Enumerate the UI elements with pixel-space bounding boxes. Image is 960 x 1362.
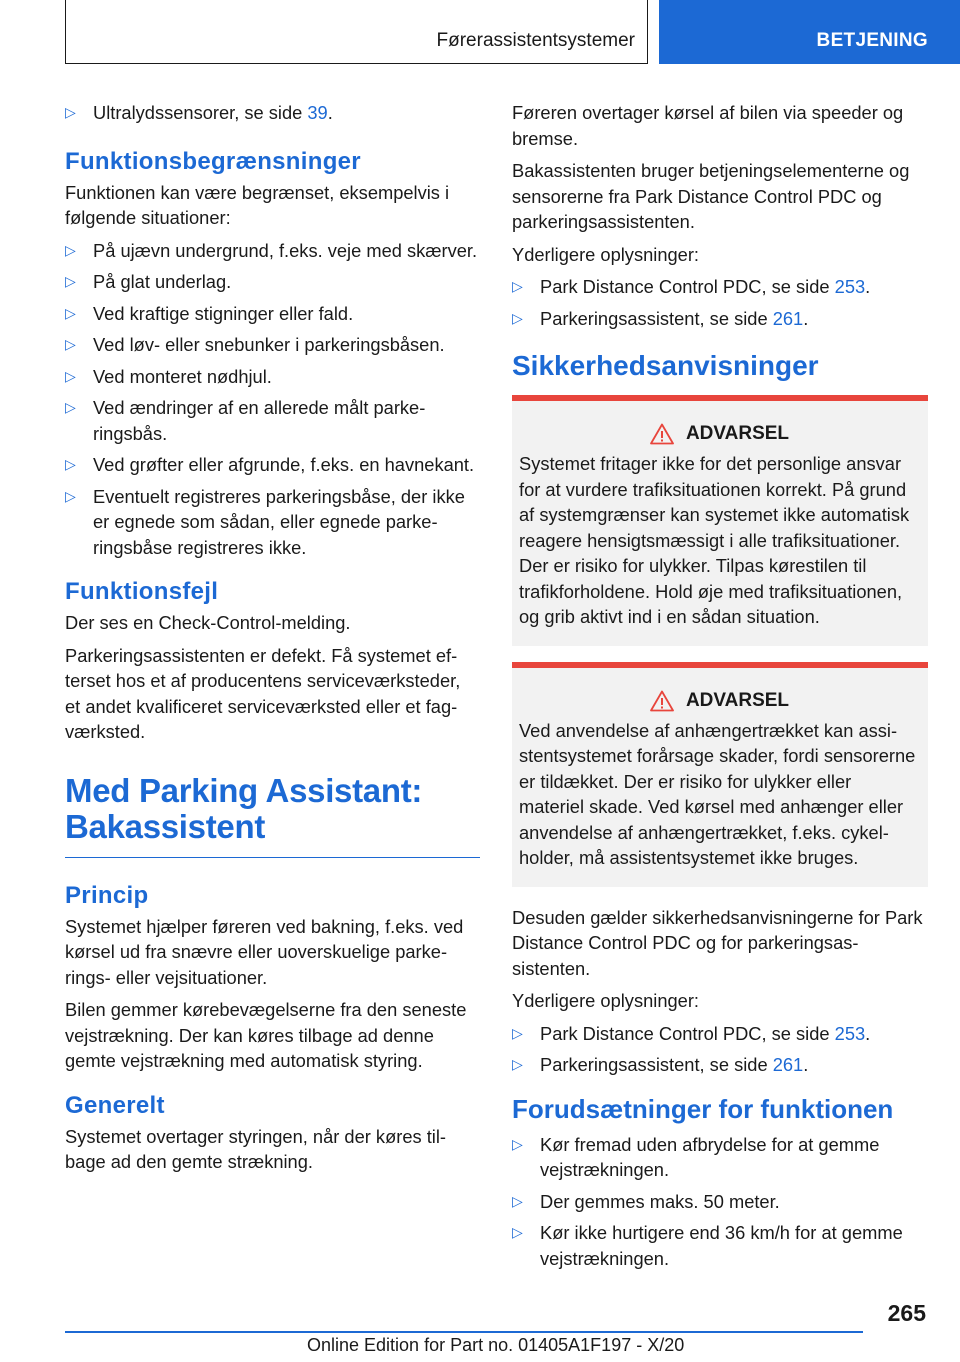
- warning-box: [512, 395, 928, 646]
- page-link[interactable]: 39: [307, 102, 328, 123]
- triangle-bullet-icon: ▷: [65, 104, 76, 120]
- list-item: ▷ På glat underlag.: [65, 269, 480, 295]
- triangle-bullet-icon: ▷: [512, 1224, 523, 1240]
- paragraph: Systemet overtager styringen, når der køres tilbage ad den gemte strækning.: [65, 1125, 447, 1172]
- header-chapter-tab[interactable]: [659, 0, 960, 64]
- page-link[interactable]: 253: [834, 276, 866, 297]
- list-item: ▷ Parkeringsassistent, se side 261.: [512, 1052, 928, 1078]
- heading-limitations: Funktionsbegrænsninger: [65, 147, 361, 175]
- header-section-title: Førerassistentsystemer: [436, 30, 635, 51]
- list-item: ▷ Parkeringsassistent, se side 261.: [512, 306, 928, 332]
- references-list: [512, 274, 928, 331]
- triangle-bullet-icon: ▷: [65, 487, 76, 504]
- paragraph: Der ses en Check-Control-melding.: [65, 612, 351, 633]
- heading-fault: Funktionsfejl: [65, 578, 219, 605]
- triangle-bullet-icon: ▷: [65, 336, 76, 352]
- paragraph: Desuden gælder sikkerhedsanvisningerne for Park Distance Control PDC og for parkeringsassistenten.: [512, 906, 923, 979]
- list-item: ▷ Ved grøfter eller afgrunde, f.eks. en havnekant.: [65, 452, 480, 478]
- list-item: ▷ Kør fremad uden afbrydelse for at gemme vejstrækningen.: [512, 1133, 880, 1180]
- limitations-list: [65, 238, 480, 561]
- list-item: ▷ Park Distance Control PDC, se side 253.: [512, 274, 928, 300]
- list-item: ▷ Ved monteret nødhjul.: [65, 364, 480, 390]
- list-item: ▷ På ujævn undergrund, f.eks. veje med skærver.: [65, 238, 480, 264]
- triangle-bullet-icon: ▷: [65, 241, 76, 258]
- triangle-bullet-icon: ▷: [65, 399, 76, 415]
- triangle-bullet-icon: ▷: [512, 1192, 523, 1209]
- list-item: ▷ Ved løv- eller snebunker i parkeringsbåsen.: [65, 332, 480, 358]
- warning-text: Ved anvendelse af anhængertrækket kan assistentsystemet forårsage skader, fordi sensorerne er tildækket. Der er risiko for ulykker eller materiel skade. Ved kørsel med anhænger eller anvendelse af anhængertrækket, f.eks. cykelholder, må assistentsystemet ikke bruges.: [519, 719, 916, 868]
- heading-main: Med Parking Assistant: Bakassistent: [65, 773, 480, 858]
- paragraph: Systemet hjælper føreren ved bakning, f.eks. ved kørsel ud fra snævre eller uoverskuelige parkerings- eller vejsituationer.: [65, 915, 464, 988]
- page-number: 265: [887, 1300, 926, 1326]
- paragraph: Parkeringsassistenten er defekt. Få systemet efterset hos et af producentens serviceværksteder, et andet kvalificeret serviceværksted eller et fagværksted.: [65, 644, 461, 742]
- heading-general: Generelt: [65, 1091, 165, 1119]
- paragraph: Yderligere oplysninger:: [512, 243, 699, 265]
- footer-divider: [65, 1331, 863, 1333]
- list-item: ▷ Ved ændringer af en allerede målt parkeringsbås.: [65, 397, 426, 444]
- page-link[interactable]: 261: [772, 307, 804, 329]
- triangle-bullet-icon: ▷: [512, 1056, 523, 1072]
- paragraph: Bakassistenten bruger betjeningselementerne og sensorerne fra Park Distance Control PDC og parkeringsassistenten.: [512, 160, 910, 232]
- paragraph: Bilen gemmer kørebevægelserne fra den seneste vejstrækning. Der kan køres tilbage ad denne gemte vejstrækning med automatisk styring.: [65, 999, 467, 1071]
- heading-principle: Princip: [65, 881, 149, 909]
- heading-safety: Sikkerhedsanvisninger: [512, 350, 819, 381]
- warning-triangle-icon: [650, 690, 674, 712]
- warning-triangle-icon: [650, 423, 674, 445]
- triangle-bullet-icon: ▷: [512, 1024, 523, 1041]
- list-item: ▷ Eventuelt registreres parkeringsbåse, der ikke er egnede som sådan, eller egnede parkeringsbåse registreres ikke.: [65, 485, 465, 558]
- left-column: [65, 100, 480, 1182]
- references-list: [512, 1021, 928, 1078]
- list-item: ▷ Park Distance Control PDC, se side 253.: [512, 1021, 928, 1047]
- triangle-bullet-icon: ▷: [65, 304, 76, 321]
- page-link[interactable]: 253: [834, 1022, 866, 1044]
- triangle-bullet-icon: ▷: [65, 456, 76, 472]
- triangle-bullet-icon: ▷: [65, 367, 76, 384]
- prerequisites-list: [512, 1132, 928, 1272]
- list-item: ▷ Ved kraftige stigninger eller fald.: [65, 301, 480, 327]
- list-item: ▷ Der gemmes maks. 50 meter.: [512, 1189, 928, 1215]
- header-chapter-title: BETJENING: [816, 30, 928, 51]
- heading-prerequisites: Forudsætninger for funktionen: [512, 1093, 894, 1124]
- warning-title: ADVARSEL: [519, 690, 920, 712]
- triangle-bullet-icon: ▷: [65, 273, 76, 289]
- triangle-bullet-icon: ▷: [512, 309, 523, 326]
- footer-edition: Online Edition for Part no. 01405A1F197 - X/20: [307, 1335, 685, 1355]
- page-link[interactable]: 261: [772, 1054, 804, 1075]
- warning-title: ADVARSEL: [519, 423, 920, 445]
- list-item: ▷ Ultralydssensorer, se side 39.: [65, 100, 480, 126]
- warning-text: Systemet fritager ikke for det personlige ansvar for at vurdere trafiksituationen korrekt. På grund af systemgrænser kan systemet ikke automatisk reagere hensigtsmæssigt i alle trafiksituationer. Der er risiko for ulykker. Tilpas kørestilen til trafikforholdene. Hold øje med trafiksituationen, og grib aktivt ind i en sådan situation.: [519, 453, 910, 627]
- paragraph: Føreren overtager kørsel af bilen via speeder og bremse.: [512, 102, 904, 149]
- paragraph: Funktionen kan være begrænset, eksempelvis i følgende situationer:: [65, 181, 450, 228]
- intro-list: [65, 100, 480, 126]
- paragraph: Yderligere oplysninger:: [512, 990, 699, 1011]
- header-section-box: [65, 0, 648, 64]
- triangle-bullet-icon: ▷: [512, 278, 523, 294]
- triangle-bullet-icon: ▷: [512, 1135, 523, 1152]
- warning-box: [512, 662, 928, 887]
- right-column: [512, 100, 928, 1277]
- list-item: ▷ Kør ikke hurtigere end 36 km/h for at gemme vejstrækningen.: [512, 1222, 903, 1269]
